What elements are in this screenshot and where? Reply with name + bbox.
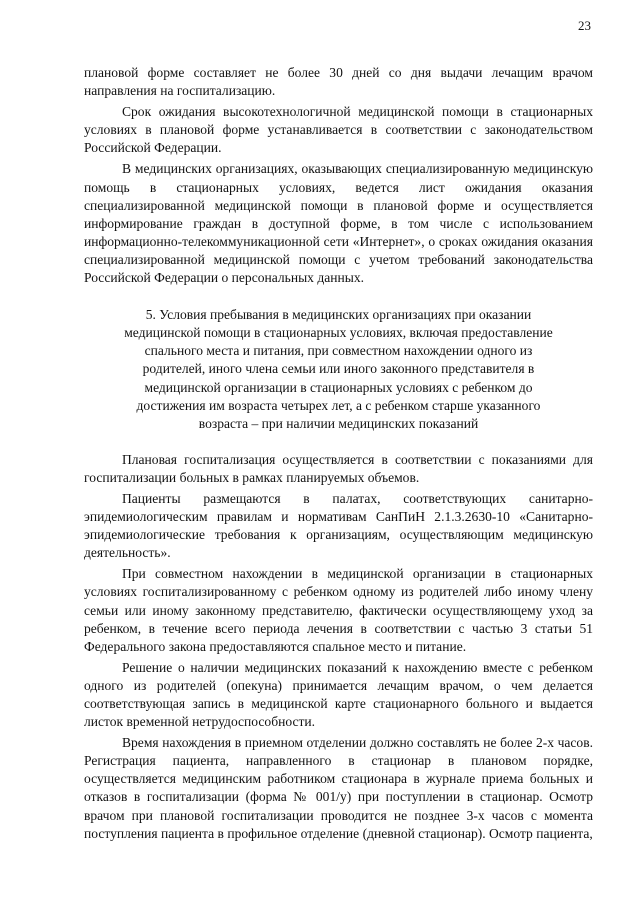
paragraph-admission-time: Время нахождения в приемном отделении должно составлять не более 2-х часов. Регистрация пациента, направленного в стационар в плановом порядке, осуществляется медицинским работником стационара в журнале приема больных и отказов в госпитализации (форма № 001/у) при поступлении в стационар. Осмотр врачом при плановой госпитализации проводится не позднее 3-х часов с момента поступления пациента в профильное отделение (дневной стационар). Осмотр пациента, (84, 735, 593, 841)
section-title-line: возраста – при наличии медицинских показаний (198, 415, 479, 431)
section-title-line: 5. Условия пребывания в медицинских организациях при оказании (145, 307, 532, 323)
paragraph-hightech-waiting: Срок ожидания высокотехнологичной медицинской помощи в стационарных условиях в плановой форме устанавливается в соответствии с законодательством Российской Федерации. (84, 104, 593, 156)
section-title (106, 306, 571, 433)
paragraph-waiting-list: В медицинских организациях, оказывающих специализированную медицинскую помощь в стационарных условиях, ведется лист ожидания оказания специализированной медицинской помощи в плановой форме и осуществляется информирование граждан в доступной форме, в том числе с использованием информационно-телекоммуникационной сети «Интернет», о сроках ожидания оказания специализированной медицинской помощи с учетом требований законодательства Российской Федерации о персональных данных. (84, 161, 593, 286)
section-title-line: достижения им возраста четырех лет, а с ребенком старше указанного (136, 397, 541, 413)
paragraph-medical-indications: Решение о наличии медицинских показаний к нахождению вместе с ребенком одного из родителей (опекуна) принимается лечащим врачом, о чем делается соответствующая запись в медицинской карте стационарного больного и выдается листок временной нетрудоспособности. (84, 659, 593, 730)
paragraph-wards: Пациенты размещаются в палатах, соответствующих санитарно-эпидемиологическим правилам и нормативам СанПиН 2.1.3.2630-10 «Санитарно-эпидемиологические требования к организациям, осуществляющим медицинскую деятельность». (84, 490, 593, 561)
document-body (84, 64, 593, 846)
paragraph-continuation: плановой форме составляет не более 30 дней со дня выдачи лечащим врачом направления на госпитализацию. (84, 65, 593, 99)
section-title-line: спального места и питания, при совместном нахождении одного из (144, 343, 533, 359)
paragraph-planned-hospitalization: Плановая госпитализация осуществляется в соответствии с показаниями для госпитализации больных в рамках планируемых объемов. (84, 451, 593, 485)
page-number: 23 (578, 18, 591, 33)
section-title-line: медицинской организации в стационарных условиях с ребенком до (144, 379, 533, 395)
section-title-line: медицинской помощи в стационарных условиях, включая предоставление (124, 325, 553, 341)
paragraph-joint-stay: При совместном нахождении в медицинской организации в стационарных условиях госпитализированному с ребенком одному из родителей либо иному члену семьи или иному законному представителю, фактически осуществляющему уход за ребенком, в течение всего периода лечения в соответствии с частью 3 статьи 51 Федерального закона предоставляются спальное место и питание. (84, 566, 593, 654)
section-title-line: родителей, иного члена семьи или иного законного представителя в (142, 361, 535, 377)
